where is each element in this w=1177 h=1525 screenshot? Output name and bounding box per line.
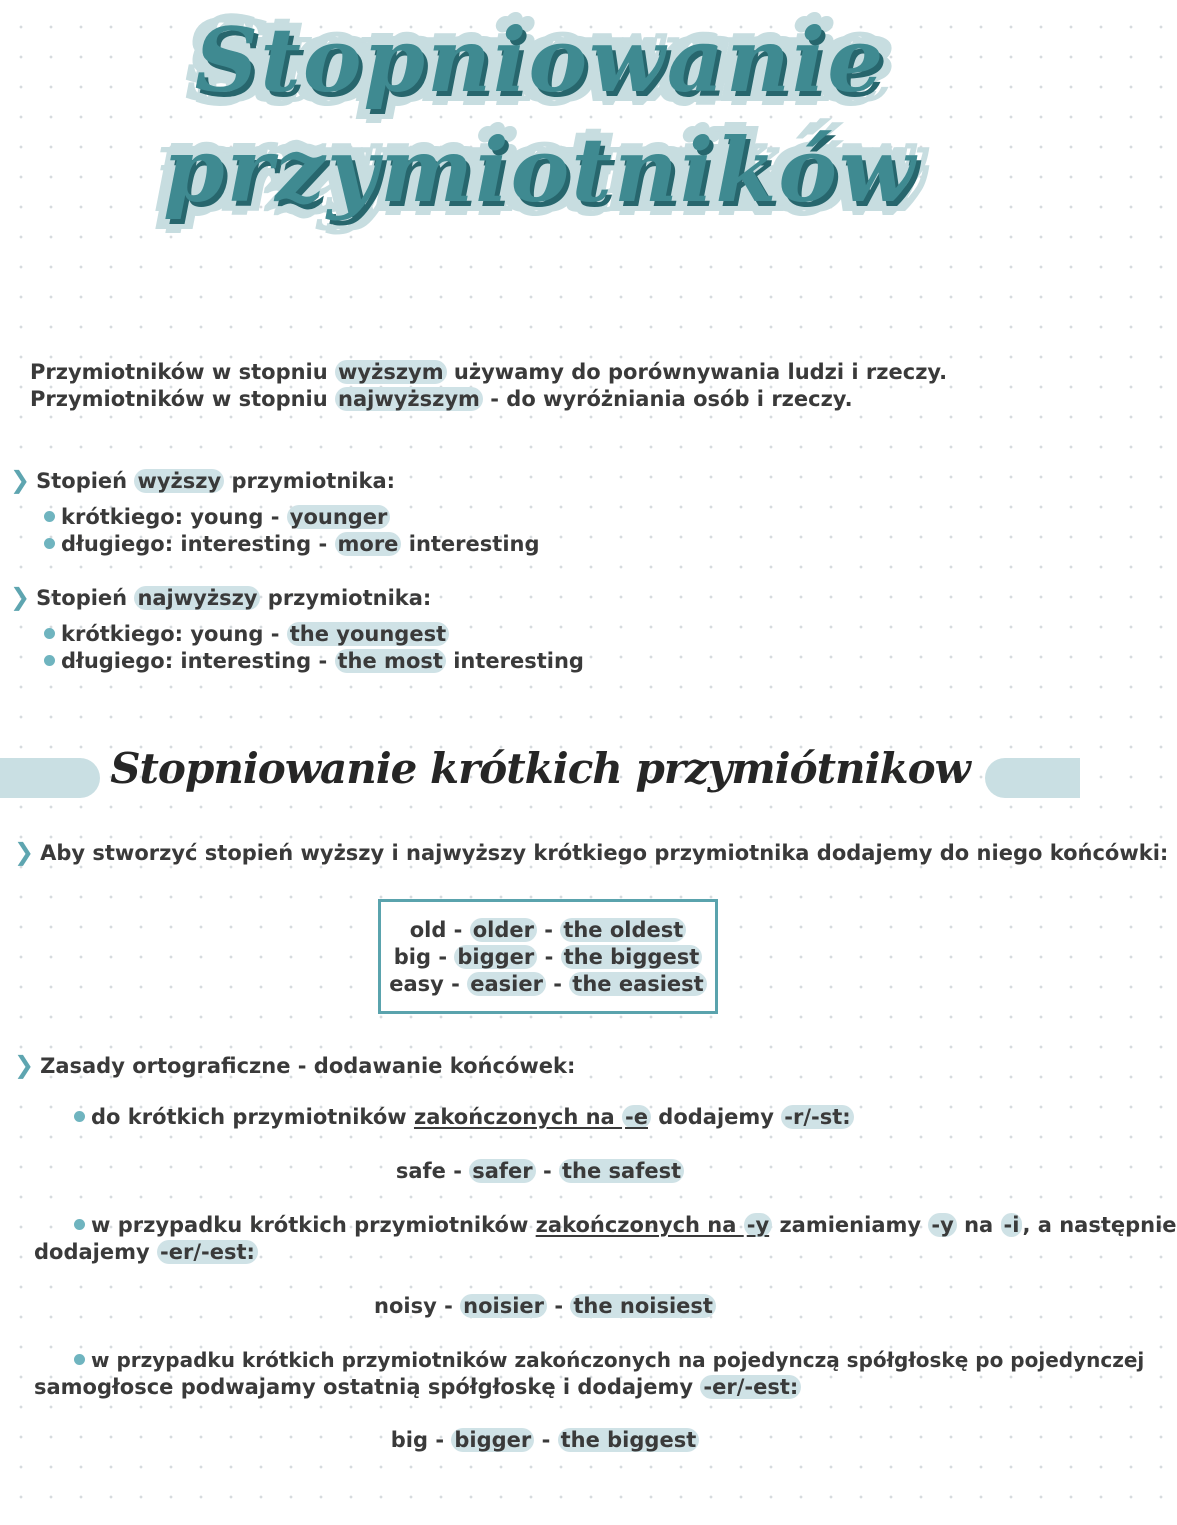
rule-2-line-1: w przypadku krótkich przymiotników zakończonych na -y zamieniamy -y na -i , a następnie [74,1213,1177,1237]
example-row: easy - easier - the easiest [381,972,715,996]
intro-line-1: Przymiotników w stopniu wyższym używamy do porównywania ludzi i rzeczy. [30,360,948,384]
bullet-icon [44,628,55,639]
rule-1-example: safe - safer - the safest [0,1159,1080,1183]
bullet-icon [44,511,55,522]
rule-3-example: big - bigger - the biggest [0,1428,1090,1452]
rule-3-line-2: samogłosce podwajamy ostatnią spółgłoskę i dodajemy -er/-est: [34,1375,801,1399]
comparative-long-item: długiego: interesting - more interesting [44,532,540,556]
bullet-icon [74,1354,85,1365]
bullet-icon [74,1111,85,1122]
rule-2-example: noisy - noisier - the noisiest [0,1294,1090,1318]
section-intro: ❯ Aby stworzyć stopień wyższy i najwyższy krótkiego przymiotnika dodajemy do niego końcówki: [14,838,1169,866]
superlative-long-item: długiego: interesting - the most interesting [44,649,584,673]
rule-1: do krótkich przymiotników zakończonych na -e dodajemy -r/-st: [74,1105,854,1129]
chevron-right-icon: ❯ [14,1051,35,1079]
comparative-short-item: krótkiego: young - younger [44,505,390,529]
page-title-line-2: przymiotników [163,118,917,222]
page-title-line-1: Stopniowanie [194,8,886,112]
chevron-right-icon: ❯ [10,583,31,611]
examples-box [378,899,718,1014]
superlative-short-item: krótkiego: young - the youngest [44,622,449,646]
rule-3-line-1: w przypadku krótkich przymiotników zakończonych na pojedynczą spółgłoskę po pojedynczej [74,1348,1144,1372]
rules-heading: ❯ Zasady ortograficzne - dodawanie końcówek: [14,1051,576,1079]
bullet-icon [74,1219,85,1230]
example-row: big - bigger - the biggest [381,945,715,969]
section-title: Stopniowanie krótkich przymiótnikow [110,744,970,793]
rule-2-line-2: dodajemy -er/-est: [34,1240,258,1264]
superlative-heading: ❯ Stopień najwyższy przymiotnika: [10,583,432,611]
comparative-heading: ❯ Stopień wyższy przymiotnika: [10,466,396,494]
chevron-right-icon: ❯ [14,838,35,866]
chevron-right-icon: ❯ [10,466,31,494]
intro-line-2: Przymiotników w stopniu najwyższym - do wyróżniania osób i rzeczy. [30,387,853,411]
example-row: old - older - the oldest [381,918,715,942]
bullet-icon [44,538,55,549]
bullet-icon [44,655,55,666]
